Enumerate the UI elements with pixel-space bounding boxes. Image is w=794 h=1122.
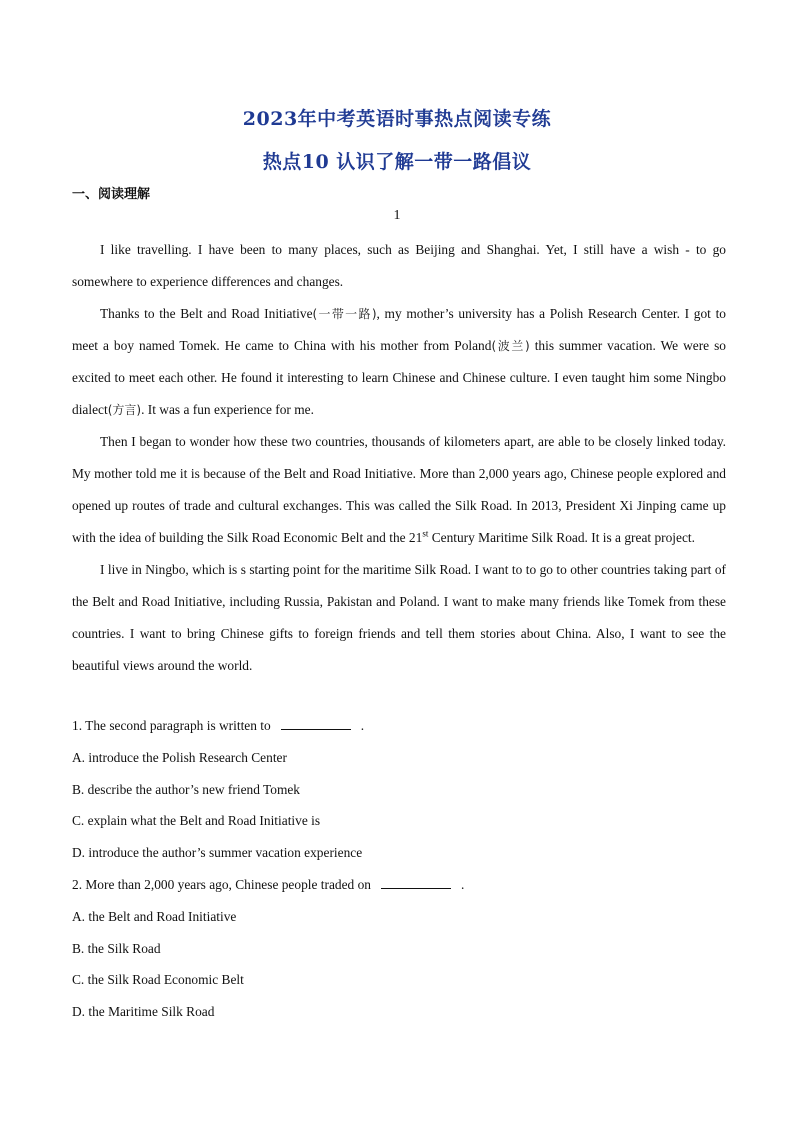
paragraph-1: I like travelling. I have been to many places, such as Beijing and Shanghai. Yet, I still have a wish - to go somewhere to experience differences and changes. — [72, 242, 726, 289]
question-2-stem — [72, 869, 726, 901]
answer-blank-2[interactable] — [381, 876, 451, 889]
paragraph-2 — [72, 298, 726, 426]
document-subtitle: 热点10 认识了解一带一路倡议 — [262, 151, 532, 173]
question-list — [72, 710, 726, 1028]
question-2-option-a: A. the Belt and Road Initiative — [72, 908, 237, 924]
question-1-option-b: B. describe the author’s new friend Tomek — [72, 781, 301, 797]
question-2-option-d: D. the Maritime Silk Road — [72, 1004, 215, 1020]
paragraph-2-text-d: . It was a fun experience for me. — [141, 402, 314, 417]
question-1-stem — [72, 710, 726, 742]
paragraph-3 — [72, 426, 726, 554]
question-1-text: 1. The second paragraph is written to — [72, 718, 271, 733]
question-1-option-c: C. explain what the Belt and Road Initiative is — [72, 813, 321, 829]
passage-number: 1 — [393, 208, 401, 223]
question-2-text: 2. More than 2,000 years ago, Chinese people traded on — [72, 876, 371, 892]
question-1-end: . — [360, 718, 365, 733]
chinese-gloss-poland: (波兰) — [491, 339, 530, 353]
question-2-end: . — [460, 876, 465, 892]
chinese-gloss-belt-road: (一带一路) — [312, 307, 377, 321]
question-2-option-c: C. the Silk Road Economic Belt — [72, 972, 244, 988]
ordinal-suffix: st — [422, 528, 429, 539]
paragraph-4: I live in Ningbo, which is s starting point for the maritime Silk Road. I want to to go to other countries taking part of the Belt and Road Initiative, including Russia, Pakistan and Poland. I want to make many friends like Tomek from these countries. I want to bring Chinese gifts to foreign friends and tell them stories about China. Also, I want to see the beautiful views around the world. — [72, 562, 726, 673]
reading-passage — [72, 234, 726, 682]
paragraph-2-text-a: Thanks to the Belt and Road Initiative — [100, 306, 313, 321]
chinese-gloss-dialect: (方言) — [107, 403, 142, 417]
paragraph-3-text-a: Then I began to wonder how these two countries, thousands of kilometers apart, are able to be closely linked today. My mother told me it is because of the Belt and Road Initiative. More than 2,000 years ago, Chinese people explored and opened up routes of trade and cultural exchanges. This was called the Silk Road. In 2013, President Xi Jinping came up with the idea of building the Silk Road Economic Belt and the 21 — [72, 434, 726, 545]
answer-blank-1[interactable] — [281, 717, 351, 730]
section-heading: 一、阅读理解 — [72, 187, 151, 202]
question-1-option-d: D. introduce the author’s summer vacation experience — [72, 845, 363, 861]
paragraph-2-text-c: this summer vacation. We were so excited to meet each other. He found it interesting to learn Chinese and Chinese culture. I even taught him some Ningbo dialect — [72, 338, 726, 417]
question-1-option-a: A. introduce the Polish Research Center — [72, 749, 287, 765]
paragraph-2-text-b: , my mother’s university has a Polish Research Center. I got to meet a boy named Tomek. He came to China with his mother from Poland — [72, 306, 726, 353]
document-title: 2023年中考英语时事热点阅读专练 — [242, 108, 552, 130]
paragraph-3-text-b: Century Maritime Silk Road. It is a great project. — [428, 530, 695, 545]
question-2-option-b: B. the Silk Road — [72, 940, 161, 956]
